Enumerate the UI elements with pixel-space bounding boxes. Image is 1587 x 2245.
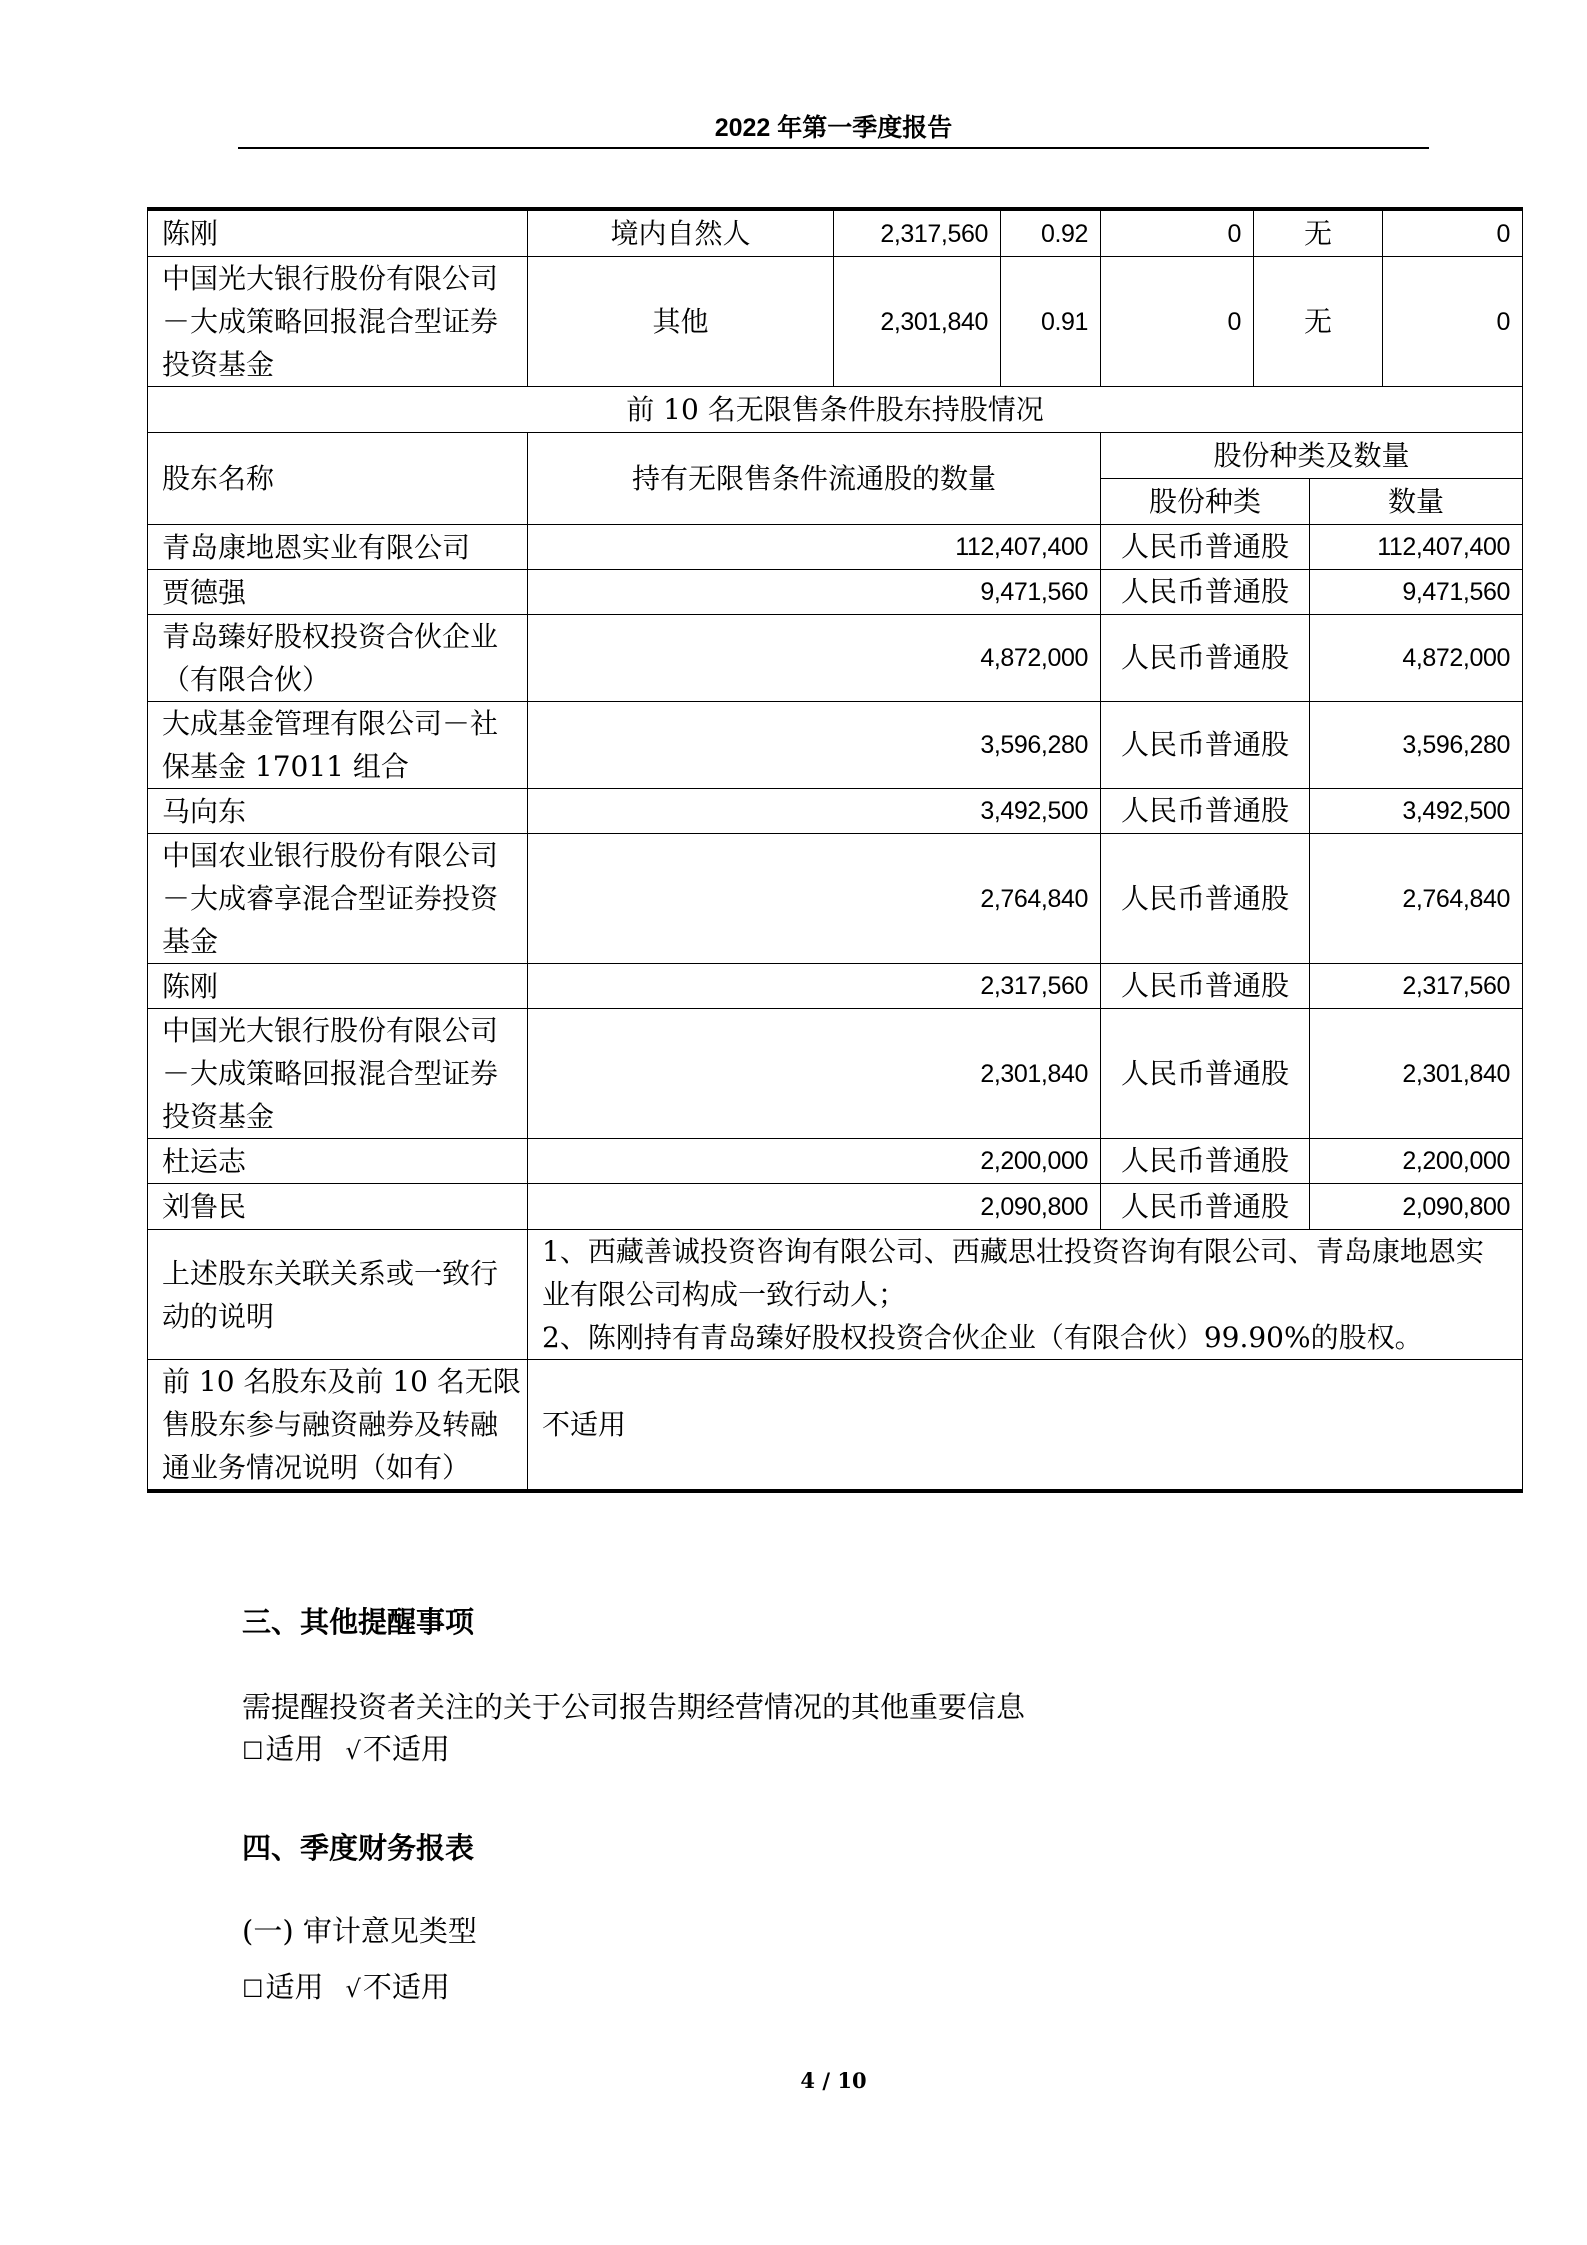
label-line: 前 10 名股东及前 10 名无限 bbox=[162, 1365, 521, 1398]
share-type: 人民币普通股 bbox=[1101, 789, 1310, 834]
share-amount: 2,764,840 bbox=[1310, 834, 1523, 964]
table-row bbox=[148, 615, 1523, 702]
share-amount: 2,301,840 bbox=[1310, 1009, 1523, 1139]
name-line: 中国光大银行股份有限公司 bbox=[162, 1014, 499, 1047]
share-type: 人民币普通股 bbox=[1101, 1139, 1310, 1184]
header-shareholder-name: 股东名称 bbox=[148, 433, 528, 525]
margin-trading-row bbox=[148, 1360, 1523, 1492]
unrestricted-quantity: 9,471,560 bbox=[528, 570, 1101, 615]
shareholding-ratio: 0.91 bbox=[1001, 257, 1101, 387]
name-line: 中国光大银行股份有限公司 bbox=[162, 262, 499, 295]
share-amount: 3,492,500 bbox=[1310, 789, 1523, 834]
share-type: 人民币普通股 bbox=[1101, 834, 1310, 964]
checkbox-empty-icon: ☐ bbox=[242, 1975, 264, 2003]
unrestricted-quantity: 2,090,800 bbox=[528, 1184, 1101, 1230]
share-amount: 2,090,800 bbox=[1310, 1184, 1523, 1230]
share-amount: 3,596,280 bbox=[1310, 702, 1523, 789]
pledge-quantity: 0 bbox=[1383, 257, 1523, 387]
share-type: 人民币普通股 bbox=[1101, 570, 1310, 615]
section-three-options bbox=[242, 1729, 450, 1771]
shareholder-name bbox=[148, 789, 528, 834]
shareholder-name bbox=[148, 615, 528, 702]
option-label: 适用 bbox=[265, 1970, 324, 2004]
share-amount: 9,471,560 bbox=[1310, 570, 1523, 615]
name-line: 基金 bbox=[162, 925, 219, 958]
top10-shareholders-table-continued bbox=[147, 207, 1523, 387]
name-line: 陈刚 bbox=[162, 217, 219, 250]
option-applicable bbox=[242, 1967, 324, 2009]
description-line: 1、西藏善诚投资咨询有限公司、西藏思壮投资咨询有限公司、青岛康地恩实 bbox=[542, 1235, 1484, 1268]
name-line: －大成策略回报混合型证券 bbox=[162, 305, 499, 338]
header-share-type-and-amount: 股份种类及数量 bbox=[1101, 433, 1523, 479]
unrestricted-quantity: 3,596,280 bbox=[528, 702, 1101, 789]
table-row bbox=[148, 1184, 1523, 1230]
shareholder-name bbox=[148, 1009, 528, 1139]
name-line: 保基金 17011 组合 bbox=[162, 750, 409, 783]
name-line: 陈刚 bbox=[162, 969, 219, 1003]
shares-held: 2,301,840 bbox=[834, 257, 1001, 387]
shareholder-name bbox=[148, 702, 528, 789]
page-number: 4 / 10 bbox=[800, 2068, 867, 2093]
name-line: 投资基金 bbox=[162, 348, 275, 381]
section-four-subheading: (一) 审计意见类型 bbox=[242, 1914, 477, 1948]
unrestricted-quantity: 2,764,840 bbox=[528, 834, 1101, 964]
table-row bbox=[148, 834, 1523, 964]
pledge-status: 无 bbox=[1254, 257, 1383, 387]
section-four-heading: 四、季度财务报表 bbox=[242, 1831, 475, 1865]
option-not-applicable bbox=[346, 1967, 450, 2009]
unrestricted-quantity: 2,317,560 bbox=[528, 964, 1101, 1009]
share-amount: 2,317,560 bbox=[1310, 964, 1523, 1009]
name-line: 中国农业银行股份有限公司 bbox=[162, 839, 499, 872]
shareholder-name bbox=[148, 964, 528, 1009]
restricted-shares: 0 bbox=[1101, 209, 1254, 257]
share-type: 人民币普通股 bbox=[1101, 525, 1310, 570]
shareholder-name bbox=[148, 1139, 528, 1184]
label-line: 上述股东关联关系或一致行 bbox=[162, 1256, 499, 1290]
section-four-options bbox=[242, 1967, 450, 2009]
table-row bbox=[148, 1009, 1523, 1139]
unrestricted-quantity: 2,301,840 bbox=[528, 1009, 1101, 1139]
table-row bbox=[148, 257, 1523, 387]
table-row bbox=[148, 1139, 1523, 1184]
share-type: 人民币普通股 bbox=[1101, 702, 1310, 789]
name-line: 贾德强 bbox=[162, 575, 247, 609]
shareholder-name bbox=[148, 570, 528, 615]
pledge-quantity: 0 bbox=[1383, 209, 1523, 257]
share-amount: 2,200,000 bbox=[1310, 1139, 1523, 1184]
unrestricted-quantity: 3,492,500 bbox=[528, 789, 1101, 834]
option-applicable bbox=[242, 1729, 324, 1771]
unrestricted-quantity: 4,872,000 bbox=[528, 615, 1101, 702]
margin-trading-description: 不适用 bbox=[528, 1360, 1523, 1492]
table-row bbox=[148, 702, 1523, 789]
name-line: －大成睿享混合型证券投资 bbox=[162, 882, 499, 915]
share-amount: 112,407,400 bbox=[1310, 525, 1523, 570]
shareholder-nature: 其他 bbox=[528, 257, 834, 387]
shareholder-name bbox=[148, 834, 528, 964]
checkmark-icon: √ bbox=[345, 1975, 361, 2003]
restricted-shares: 0 bbox=[1101, 257, 1254, 387]
shareholder-tables bbox=[147, 207, 1522, 1493]
share-type: 人民币普通股 bbox=[1101, 615, 1310, 702]
relation-row bbox=[148, 1230, 1523, 1360]
header-amount: 数量 bbox=[1310, 479, 1523, 525]
shareholder-name bbox=[148, 257, 528, 387]
header-unrestricted-quantity: 持有无限售条件流通股的数量 bbox=[528, 433, 1101, 525]
share-type: 人民币普通股 bbox=[1101, 1184, 1310, 1230]
name-line: 刘鲁民 bbox=[162, 1190, 247, 1223]
header-share-type: 股份种类 bbox=[1101, 479, 1310, 525]
name-line: 杜运志 bbox=[162, 1144, 247, 1178]
name-line: 马向东 bbox=[162, 794, 247, 828]
label-line: 售股东参与融资融券及转融 bbox=[162, 1408, 499, 1441]
option-not-applicable bbox=[346, 1729, 450, 1771]
table-row bbox=[148, 525, 1523, 570]
top10-unrestricted-shareholders-table bbox=[147, 387, 1523, 1493]
name-line: （有限合伙） bbox=[162, 663, 331, 696]
label-line: 动的说明 bbox=[162, 1299, 275, 1333]
table-row bbox=[148, 789, 1523, 834]
name-line: 大成基金管理有限公司－社 bbox=[162, 707, 499, 740]
table-header-row bbox=[148, 433, 1523, 479]
option-label: 不适用 bbox=[362, 1970, 450, 2004]
description-line: 业有限公司构成一致行动人； bbox=[542, 1278, 907, 1311]
unrestricted-quantity: 2,200,000 bbox=[528, 1139, 1101, 1184]
shareholder-nature: 境内自然人 bbox=[528, 209, 834, 257]
option-label: 不适用 bbox=[362, 1732, 450, 1766]
share-type: 人民币普通股 bbox=[1101, 1009, 1310, 1139]
report-title: 2022 年第一季度报告 bbox=[714, 114, 953, 142]
page-header bbox=[238, 112, 1429, 149]
share-type: 人民币普通股 bbox=[1101, 964, 1310, 1009]
name-line: 青岛臻好股权投资合伙企业 bbox=[162, 620, 499, 653]
margin-trading-label bbox=[148, 1360, 528, 1492]
shareholding-ratio: 0.92 bbox=[1001, 209, 1101, 257]
checkbox-empty-icon: ☐ bbox=[242, 1737, 264, 1765]
relation-label bbox=[148, 1230, 528, 1360]
section-three-heading: 三、其他提醒事项 bbox=[242, 1605, 475, 1639]
name-line: 青岛康地恩实业有限公司 bbox=[162, 530, 471, 564]
name-line: －大成策略回报混合型证券 bbox=[162, 1057, 499, 1090]
shares-held: 2,317,560 bbox=[834, 209, 1001, 257]
table-row bbox=[148, 209, 1523, 257]
description-line: 2、陈刚持有青岛臻好股权投资合伙企业（有限合伙）99.90%的股权。 bbox=[542, 1321, 1423, 1354]
table-title: 前 10 名无限售条件股东持股情况 bbox=[148, 387, 1523, 433]
share-amount: 4,872,000 bbox=[1310, 615, 1523, 702]
name-line: 投资基金 bbox=[162, 1100, 275, 1133]
pledge-status: 无 bbox=[1254, 209, 1383, 257]
unrestricted-quantity: 112,407,400 bbox=[528, 525, 1101, 570]
header-rule bbox=[238, 147, 1429, 149]
section-three-text: 需提醒投资者关注的关于公司报告期经营情况的其他重要信息 bbox=[242, 1690, 1026, 1724]
checkmark-icon: √ bbox=[345, 1737, 361, 1765]
option-label: 适用 bbox=[265, 1732, 324, 1766]
table-title-row bbox=[148, 387, 1523, 433]
table-row bbox=[148, 964, 1523, 1009]
shareholder-name bbox=[148, 1184, 528, 1230]
relation-description bbox=[528, 1230, 1523, 1360]
shareholder-name bbox=[148, 209, 528, 257]
table-row bbox=[148, 570, 1523, 615]
shareholder-name bbox=[148, 525, 528, 570]
label-line: 通业务情况说明（如有） bbox=[162, 1451, 471, 1484]
